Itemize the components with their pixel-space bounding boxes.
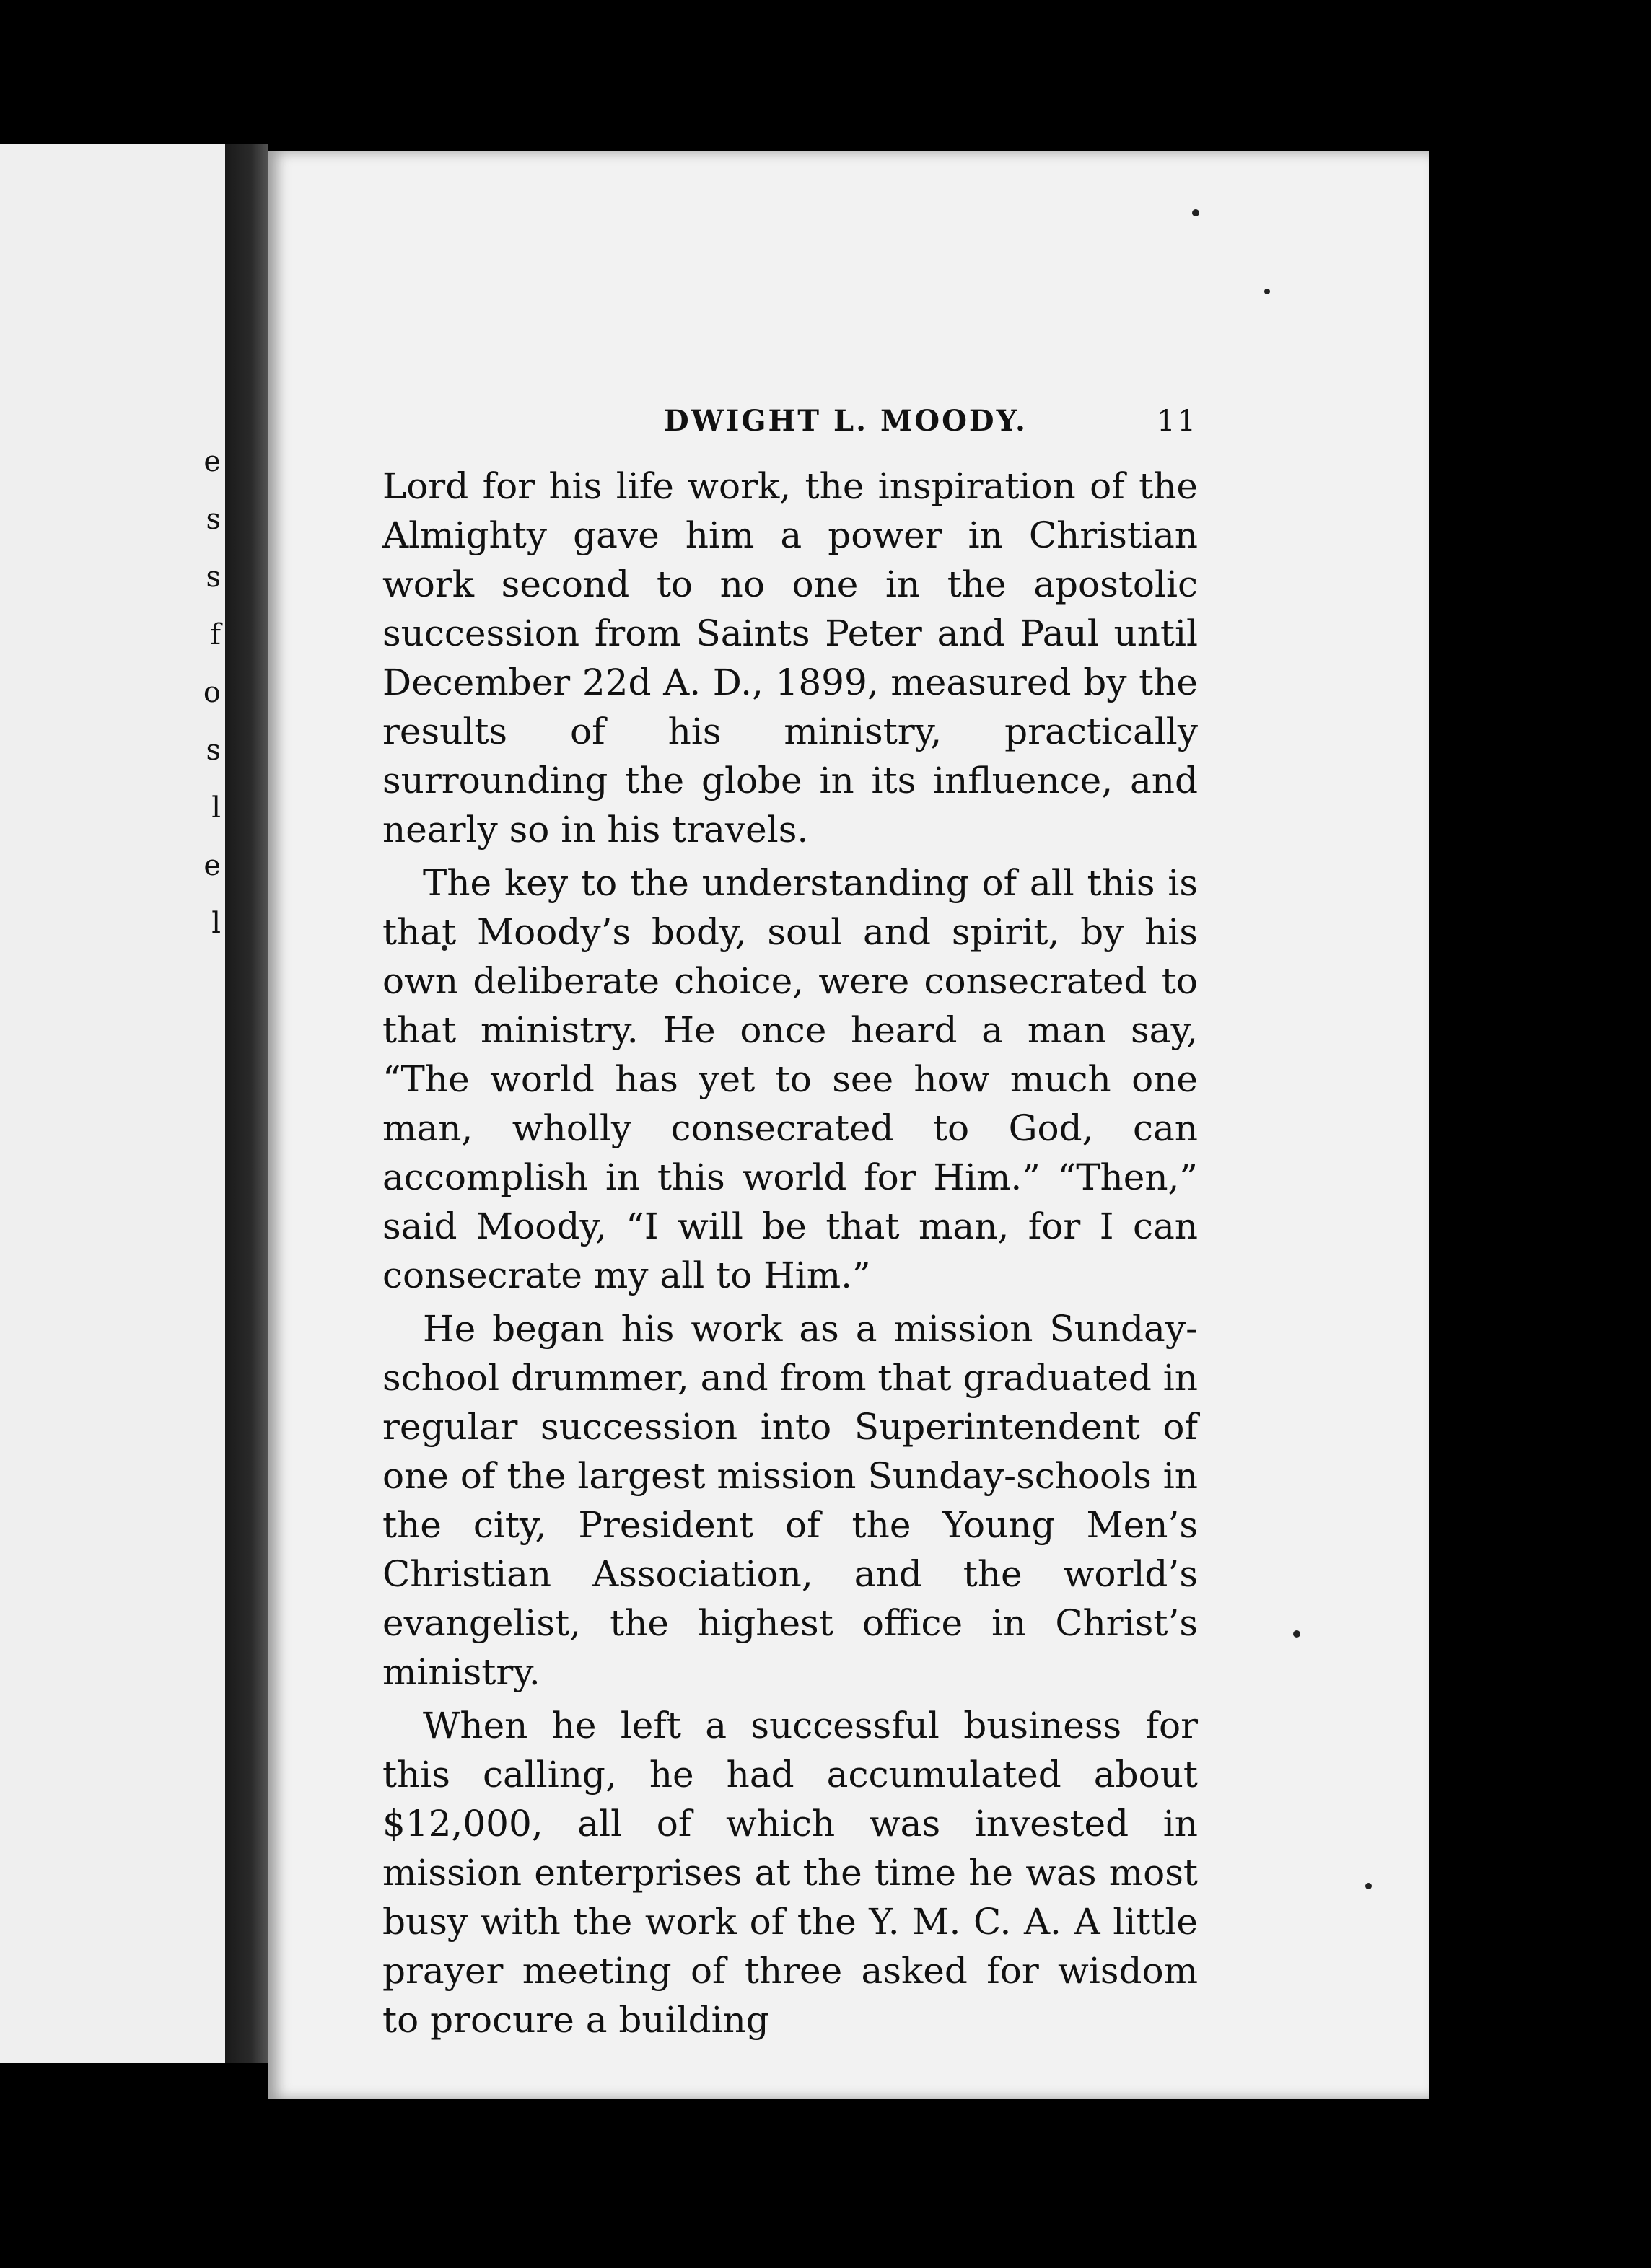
page-number: 11: [1157, 405, 1198, 438]
paragraph: When he left a successful business for this calling, he had accumulated about $12,000, all of which was invested in mission enterprises at the time he was most busy with the work of the Y. M. C. A. A little prayer meeting of three asked for wisdom to procure a building: [382, 1705, 1198, 2041]
edge-letter: o: [203, 676, 221, 709]
edge-letter: s: [206, 734, 221, 767]
edge-letter: e: [203, 445, 221, 478]
book-gutter: [225, 144, 268, 2063]
edge-letter: l: [211, 907, 221, 940]
body-text: [382, 462, 1198, 2049]
left-page-edge-letters: [203, 433, 221, 952]
edge-letter: s: [206, 561, 221, 594]
edge-letter: e: [203, 849, 221, 882]
edge-letter: l: [211, 791, 221, 825]
edge-letter: f: [210, 618, 221, 651]
paragraph: The key to the understanding of all this is that Moody’s body, soul and spirit, by his own deliberate choice, were consecrated to that ministry. He once heard a man say, “The world has yet to see how much one man, wholly consecrated to God, can accomplish in this world for Him.” “Then,” said Moody, “I will be that man, for I can consecrate my all to Him.”: [382, 862, 1198, 1296]
running-head: DWIGHT L. MOODY.: [664, 404, 1028, 438]
paragraph: Lord for his life work, the inspiration of the Almighty gave him a power in Christian work second to no one in the apostolic succession from Saints Peter and Paul until December 22d A. D., 1899, measured by the results of his ministry, practically surrounding the globe in its influence, and nearly so in his travels.: [382, 465, 1198, 850]
page-header: [390, 404, 1198, 438]
paragraph: He began his work as a mission Sunday-school drummer, and from that graduated in regular succession into Superintendent of one of the largest mission Sunday-schools in the city, President of the Young Men’s Christian Association, and the world’s evangelist, the highest office in Christ’s ministry.: [382, 1308, 1199, 1693]
edge-letter: s: [206, 503, 221, 536]
left-page-fragment: [0, 144, 225, 2063]
